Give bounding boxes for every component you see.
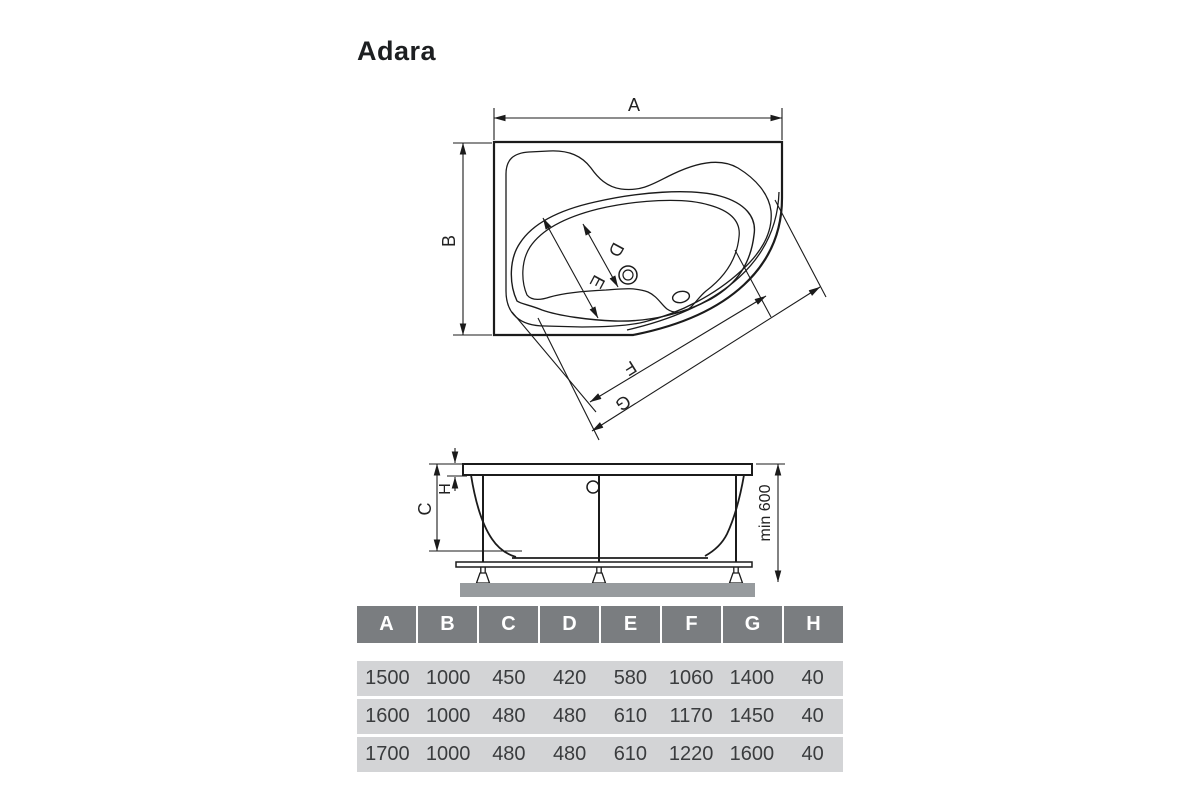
table-cell: 1600 — [365, 705, 410, 727]
table-cell: 480 — [492, 705, 526, 727]
frame-rail — [456, 562, 752, 567]
page-title: Adara — [357, 36, 437, 66]
dim-h-label: H — [437, 483, 454, 495]
table-cell: 580 — [613, 667, 648, 689]
table-header-cell: D — [540, 606, 601, 643]
table-cell: 1170 — [669, 705, 713, 727]
dim-f-label: F — [620, 356, 641, 380]
tub-wall-left — [471, 475, 516, 557]
table-cell: 480 — [552, 743, 587, 765]
tub-rim-outline — [506, 151, 771, 327]
dim-g-extension-left — [538, 318, 599, 440]
dim-e-line — [543, 218, 598, 318]
table-cell: 610 — [613, 743, 648, 765]
dim-e-label: E — [585, 271, 609, 292]
table-cell: 1600 — [729, 743, 775, 765]
table-row — [357, 661, 843, 696]
table-cell: 1700 — [365, 743, 410, 765]
table-cell: 1400 — [729, 667, 775, 689]
drain-icon — [619, 266, 637, 284]
dim-d-label: D — [604, 239, 629, 261]
table-header-cell: B — [418, 606, 479, 643]
table-cell: 1000 — [425, 667, 471, 689]
tub-rim-side — [463, 464, 752, 475]
table-row — [357, 737, 843, 772]
table-header-cell: A — [357, 606, 418, 643]
table-cell: 1000 — [425, 705, 471, 727]
frame-foot-left — [477, 567, 490, 583]
table-header-cell: E — [601, 606, 662, 643]
table-header-cell: F — [662, 606, 723, 643]
dim-g-label: G — [611, 390, 635, 416]
dim-g-extension-right — [775, 200, 826, 297]
tub-bowl-outer — [511, 192, 754, 321]
table-cell: 40 — [801, 705, 824, 727]
table-header-cell: C — [479, 606, 540, 643]
table-row — [357, 699, 843, 734]
table-cell: 40 — [801, 667, 824, 689]
table-header-cell: G — [723, 606, 784, 643]
tub-apron-edge — [627, 192, 779, 330]
table-cell: 1060 — [668, 667, 714, 689]
table-cell: 1000 — [425, 743, 471, 765]
overflow-side-icon — [587, 481, 599, 493]
overflow-icon — [672, 290, 691, 304]
dim-a-label: A — [627, 95, 641, 115]
table-header-row — [357, 606, 843, 643]
dim-b-label: B — [439, 234, 459, 248]
table-cell: 610 — [613, 705, 648, 727]
table-header-cell: H — [784, 606, 843, 643]
top-view-drawing — [439, 95, 826, 440]
table-cell: 450 — [492, 667, 526, 689]
dim-c-label: C — [415, 502, 435, 516]
min-height-label: min 600 — [757, 484, 774, 542]
table-cell: 1220 — [668, 743, 714, 765]
dimensions-table — [357, 606, 843, 775]
tub-wall-right — [705, 475, 744, 556]
table-cell: 480 — [552, 705, 587, 727]
table-cell: 1450 — [729, 705, 775, 727]
ground — [460, 583, 755, 597]
frame-foot-right — [730, 567, 743, 583]
table-cell: 420 — [552, 667, 587, 689]
table-cell: 40 — [801, 743, 824, 765]
tub-bowl-inner — [523, 200, 739, 312]
table-cell: 1500 — [365, 667, 410, 689]
drain-icon-inner — [623, 270, 633, 280]
side-view-drawing — [415, 448, 785, 597]
table-gap — [357, 643, 843, 661]
table-cell: 480 — [492, 743, 526, 765]
frame-foot-center — [593, 567, 606, 583]
